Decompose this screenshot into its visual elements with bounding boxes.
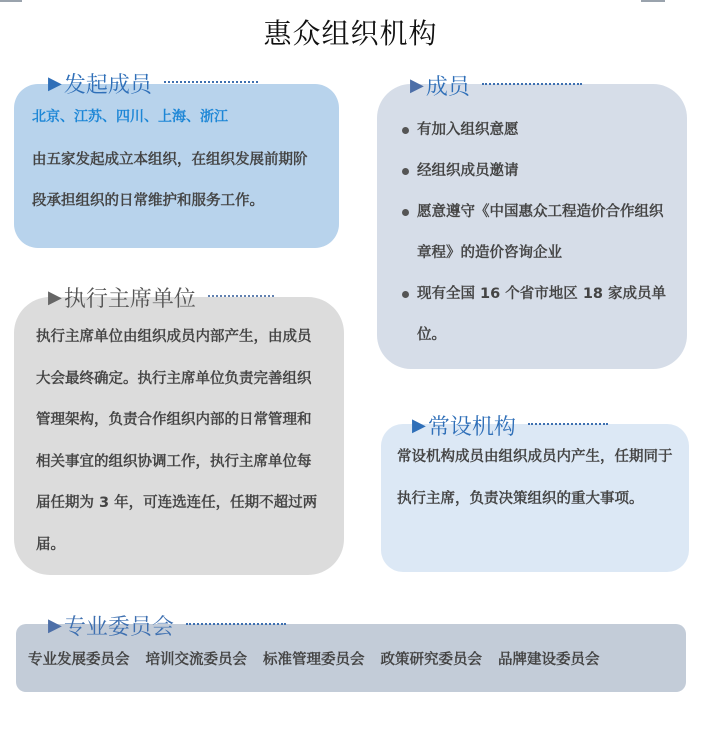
list-item: 现有全国 16 个省市地区 18 家成员单位。 (399, 274, 673, 356)
play-triangle-icon: ▶ (410, 75, 424, 96)
dotted-divider (164, 81, 258, 83)
play-triangle-icon: ▶ (48, 73, 62, 94)
top-right-rule (641, 0, 665, 2)
standing-body-description: 常设机构成员由组织成员内产生，任期同于执行主席，负责决策组织的重大事项。 (397, 449, 673, 507)
standing-body-heading (412, 410, 608, 441)
dotted-divider (186, 623, 286, 625)
founders-description: 由五家发起成立本组织，在组织发展前期阶段承担组织的日常维护和服务工作。 (32, 152, 308, 209)
list-item: 有加入组织意愿 (399, 110, 673, 151)
list-item: 经组织成员邀请 (399, 151, 673, 192)
play-triangle-icon: ▶ (48, 615, 62, 636)
play-triangle-icon: ▶ (48, 287, 62, 308)
founders-heading-text: 发起成员 (63, 73, 152, 98)
committee-item: 政策研究委员会 (380, 651, 482, 668)
page-title: 惠众组织机构 (263, 17, 438, 50)
committees-heading-text: 专业委员会 (63, 615, 174, 640)
list-item: 愿意遵守《中国惠众工程造价合作组织章程》的造价咨询企业 (399, 192, 673, 274)
standing-body-heading-text: 常设机构 (427, 415, 516, 440)
members-list (399, 110, 673, 356)
standing-body-card (381, 424, 689, 572)
committee-item: 标准管理委员会 (263, 651, 365, 668)
founder-cities: 北京、江苏、四川、上海、浙江 (32, 109, 228, 125)
founders-heading (48, 68, 258, 99)
members-heading-text: 成员 (425, 75, 470, 100)
committee-item: 品牌建设委员会 (498, 651, 600, 668)
top-left-rule (0, 0, 22, 2)
executive-chair-heading-text: 执行主席单位 (63, 287, 196, 312)
executive-chair-card (14, 297, 344, 575)
dotted-divider (208, 295, 274, 297)
executive-chair-description: 执行主席单位由组织成员内部产生，由成员大会最终确定。执行主席单位负责完善组织管理架构，负责合作组织内部的日常管理和相关事宜的组织协调工作，执行主席单位每届任期为 3 年，可连选连任，任期不超过两届。 (36, 329, 318, 553)
founders-card (14, 84, 339, 248)
dotted-divider (528, 423, 608, 425)
members-card (377, 84, 687, 369)
committee-item: 专业发展委员会 (28, 651, 130, 668)
committee-item: 培训交流委员会 (145, 651, 247, 668)
committees-heading (48, 610, 286, 641)
dotted-divider (482, 83, 582, 85)
executive-chair-heading (48, 282, 274, 313)
play-triangle-icon: ▶ (412, 415, 426, 436)
members-heading (410, 70, 582, 101)
